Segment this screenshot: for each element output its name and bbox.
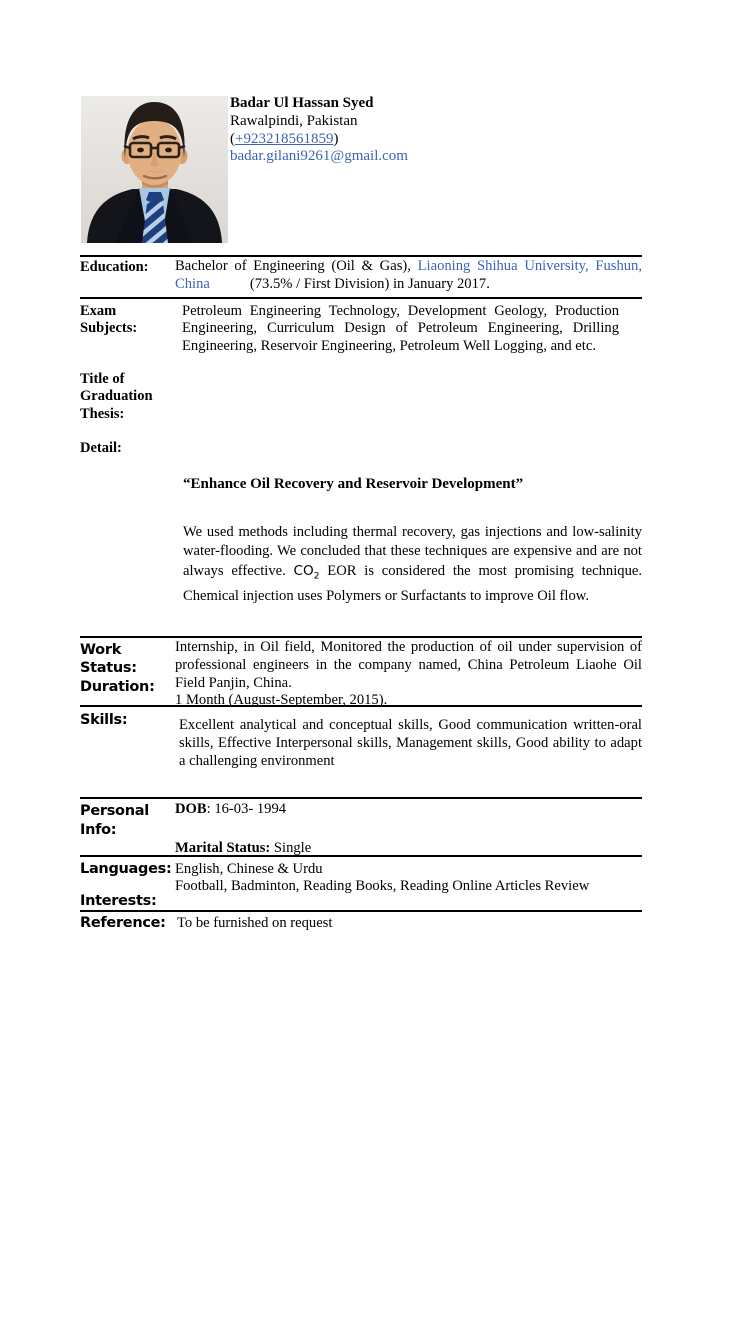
person-name: Badar Ul Hassan Syed [230,95,374,111]
phone-paren-close: ) [333,130,339,147]
languages-text: English, Chinese & Urdu [175,861,323,877]
personal-label-line2: Info: [80,822,117,838]
thesis-label-line3: Thesis: [80,405,125,422]
location: Rawalpindi, Pakistan [230,112,358,129]
email-line [230,148,408,166]
marital-line [175,840,311,858]
work-text-line1: Internship, in Oil field, Monitored the production of oil under supervision of professional engineers in the company named, China Petroleum Liaohe Oil Field Panjin, China. [175,639,642,691]
detail-label: Detail: [80,440,122,456]
work-status-text [175,639,642,710]
thesis-label [80,371,153,423]
work-label-line1: Work [80,642,122,658]
personal-info-label [80,802,149,840]
exam-subjects-label [80,303,137,338]
divider-line [80,636,642,638]
profile-photo [81,96,228,243]
education-label: Education: [80,259,149,275]
work-text-line2: 1 Month (August-September, 2015). [175,692,388,709]
phone-paren-open: ( [230,130,235,147]
email-link[interactable]: badar.gilani9261@gmail.com [230,148,408,165]
divider-line [80,297,642,299]
thesis-label-line1: Title of [80,371,125,387]
skills-text: Excellent analytical and conceptual skills, Good communication written-oral skills, Effective Interpersonal skills, Management skills, Good ability to adapt a challenging environment [179,717,642,769]
exam-label-line1: Exam [80,303,117,319]
reference-label: Reference: [80,915,166,931]
dob-label: DOB [175,801,207,817]
divider-line [80,255,642,257]
divider-line [80,855,642,857]
left-eye [137,148,144,153]
exam-label-line2: Subjects: [80,320,138,337]
right-eye [165,148,172,153]
co2-formula [293,562,320,582]
contact-block [230,95,408,166]
languages-label: Languages: [80,861,172,877]
work-status-label [80,641,155,696]
face [128,119,182,185]
dob-line [175,801,286,819]
personal-label-line1: Personal [80,803,149,819]
portrait-illustration [81,96,228,243]
interests-label: Interests: [80,893,157,909]
dob-value: : 16-03- 1994 [206,801,287,817]
reference-text: To be furnished on request [177,915,333,931]
work-label-line2: Status: [80,660,137,677]
exam-subjects-text: Petroleum Engineering Technology, Development Geology, Production Engineering, Curriculum Design of Petroleum Engineering, Drilling Engineering, Reservoir Engineering, Petroleum Well Logging, and etc. [182,303,619,354]
marital-label: Marital Status: [175,840,271,856]
thesis-detail-text [183,523,642,606]
education-text-end: (73.5% / First Division) in January 2017. [249,275,490,292]
co2-subscript: 2 [313,571,320,582]
skills-label: Skills: [80,712,128,728]
phone-line [230,131,408,149]
phone-link[interactable]: +923218561859 [235,130,334,147]
detail-after-co2: EOR is considered the most promising technique. Chemical injection uses Polymers or Surfactants to improve Oil flow. [183,562,642,604]
co2-base: CO [293,562,314,579]
marital-value: Single [270,840,312,856]
divider-line [80,797,642,799]
education-text [175,258,642,293]
work-label-line3: Duration: [80,678,155,695]
university-link[interactable]: Liaoning Shihua University, Fushun, China [175,258,642,292]
thesis-label-line2: Graduation [80,388,153,405]
divider-line [80,910,642,912]
detail-before-co2: We used methods including thermal recovery, gas injections and low-salinity water-flooding. We concluded that these techniques are expensive and are not always effective. [183,524,642,579]
interests-text: Football, Badminton, Reading Books, Reading Online Articles Review [175,878,590,894]
education-text-start: Bachelor of Engineering (Oil & Gas), [175,258,418,274]
thesis-title: “Enhance Oil Recovery and Reservoir Development” [183,476,524,492]
